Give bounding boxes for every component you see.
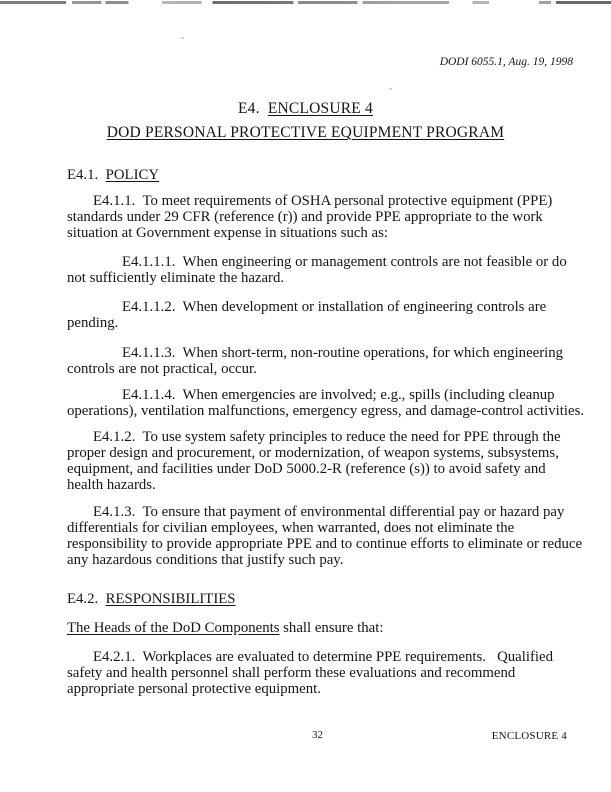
paragraph-line: any hazardous conditions that justify such pay. xyxy=(67,552,344,568)
section-responsibilities-number: E4.2. xyxy=(67,591,106,607)
paragraph-line: E4.1.1.1. When engineering or management controls are not feasible or do xyxy=(122,254,567,270)
lead-in-dod-components xyxy=(67,620,383,636)
paragraph-line: E4.1.1.3. When short-term, non-routine operations, for which engineering xyxy=(122,345,564,361)
doc-reference-header xyxy=(440,56,573,69)
section-responsibilities-label: RESPONSIBILITIES xyxy=(105,591,236,607)
section-policy-number: E4.1. xyxy=(67,167,106,183)
paragraph-e4-1-2 xyxy=(67,429,561,493)
page-number: 32 xyxy=(312,729,323,741)
paragraph-e4-1-1 xyxy=(67,193,552,241)
paragraph-e4-1-1-3 xyxy=(67,345,563,377)
paragraph-line: E4.1.1.4. When emergencies are involved; e.g., spills (including cleanup xyxy=(122,387,555,403)
paragraph-line: health hazards. xyxy=(67,477,156,493)
doc-reference-text: DODI 6055.1, Aug. 19, 1998 xyxy=(439,56,573,68)
paragraph-line: safety and health personnel shall perform these evaluations and recommend xyxy=(67,665,516,681)
paragraph-line: standards under 29 CFR (reference (r)) and provide PPE appropriate to the work xyxy=(67,209,543,225)
paragraph-e4-1-1-2 xyxy=(67,299,546,331)
enclosure-title-label: ENCLOSURE 4 xyxy=(267,100,373,117)
paragraph-line: appropriate personal protective equipment. xyxy=(67,681,321,697)
scan-speck xyxy=(389,88,392,90)
paragraph-line: E4.1.2. To use system safety principles to reduce the need for PPE through the xyxy=(93,429,561,445)
paragraph-line: E4.2.1. Workplaces are evaluated to determine PPE requirements. Qualified xyxy=(93,649,553,665)
paragraph-line: differentials for civilian employees, when warranted, does not eliminate the xyxy=(67,520,515,536)
paragraph-line: situation at Government expense in situations such as: xyxy=(67,225,388,241)
enclosure-title-prefix: E4. xyxy=(238,100,268,117)
scan-speck xyxy=(181,37,184,39)
footer-enclosure-label: ENCLOSURE 4 xyxy=(491,730,567,742)
paragraph-line: pending. xyxy=(67,315,119,331)
paragraph-line: E4.1.1. To meet requirements of OSHA personal protective equipment (PPE) xyxy=(93,193,553,209)
section-policy-label: POLICY xyxy=(105,167,160,183)
lead-in-rest: shall ensure that: xyxy=(279,620,384,636)
section-heading-responsibilities xyxy=(67,591,236,607)
paragraph-e4-1-1-1 xyxy=(67,254,567,286)
program-title-text: DOD PERSONAL PROTECTIVE EQUIPMENT PROGRAM xyxy=(106,124,505,141)
paragraph-line: operations), ventilation malfunctions, emergency egress, and damage-control activities. xyxy=(67,403,585,419)
enclosure-title xyxy=(0,100,611,117)
paragraph-line: E4.1.1.2. When development or installation of engineering controls are xyxy=(122,299,547,315)
paragraph-line: responsibility to provide appropriate PPE and to continue efforts to eliminate or reduce xyxy=(67,536,583,552)
paragraph-line: proper design and procurement, or modernization, of weapon systems, subsystems, xyxy=(67,445,559,461)
section-heading-policy xyxy=(67,167,159,183)
program-title xyxy=(0,124,611,141)
paragraph-line: not sufficiently eliminate the hazard. xyxy=(67,270,285,286)
paragraph-line: equipment, and facilities under DoD 5000.2-R (reference (s)) to avoid safety and xyxy=(67,461,546,477)
paragraph-e4-2-1 xyxy=(67,649,553,697)
paragraph-line: controls are not practical, occur. xyxy=(67,361,257,377)
scan-artifact-top-edge xyxy=(0,1,611,4)
paragraph-line: E4.1.3. To ensure that payment of environmental differential pay or hazard pay xyxy=(93,504,565,520)
paragraph-e4-1-1-4 xyxy=(67,387,584,419)
paragraph-e4-1-3 xyxy=(67,504,582,568)
lead-in-underlined: The Heads of the DoD Components xyxy=(67,620,280,636)
